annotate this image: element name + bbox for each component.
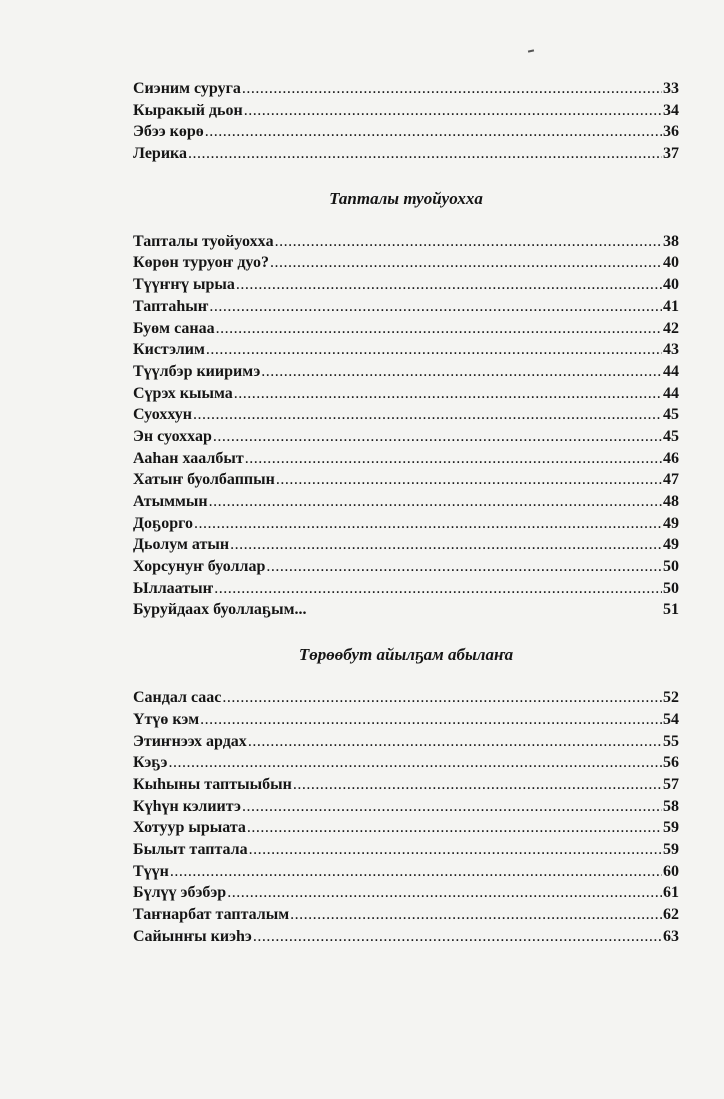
page-number: 40 xyxy=(663,254,679,272)
entry-title: Этиҥнээх ардах xyxy=(133,732,247,750)
dot-leader xyxy=(194,513,662,535)
toc-section xyxy=(133,78,679,165)
page-number: 34 xyxy=(663,101,679,119)
entry-title: Кыһыны таптыыбын xyxy=(133,775,292,793)
entry-title: Сүрэх кыыма xyxy=(133,384,233,402)
entry-title: Хатыҥ буолбаппын xyxy=(133,471,275,489)
dot-leader xyxy=(213,426,662,448)
page-number: 56 xyxy=(663,754,679,772)
toc-entry xyxy=(133,426,679,448)
toc-entry xyxy=(133,339,679,361)
entry-title: Түүҥҥү ырыа xyxy=(133,276,235,294)
entry-title: Сандал саас xyxy=(133,689,222,707)
entry-title: Кэҕэ xyxy=(133,754,168,772)
entry-title: Эн суоххар xyxy=(133,427,212,445)
page-number: 40 xyxy=(663,276,679,294)
dot-leader xyxy=(275,231,662,253)
entry-title: Түүн xyxy=(133,862,169,880)
entry-title: Ыллаатыҥ xyxy=(133,579,214,597)
dot-leader xyxy=(234,383,662,405)
entry-title: Көрөн туруоҥ дуо? xyxy=(133,254,270,272)
dot-leader xyxy=(247,817,662,839)
page-number: 54 xyxy=(663,710,679,728)
page-number: 42 xyxy=(663,319,679,337)
entry-title: Буруйдаах буоллаҕым... xyxy=(133,601,307,619)
dot-leader xyxy=(206,339,662,361)
dot-leader xyxy=(209,296,662,318)
page-number: 50 xyxy=(663,579,679,597)
toc-entry xyxy=(133,926,679,948)
dot-leader xyxy=(248,731,662,753)
page-number: 49 xyxy=(663,514,679,532)
toc-entry xyxy=(133,448,679,470)
dot-leader xyxy=(227,882,662,904)
page-number: 45 xyxy=(663,427,679,445)
page-number: 62 xyxy=(663,906,679,923)
dot-leader xyxy=(242,78,662,100)
page-number: 61 xyxy=(663,884,679,902)
page-number: 52 xyxy=(663,689,679,707)
entry-title: Күһүн кэлиитэ xyxy=(133,797,241,815)
page-number: 57 xyxy=(663,775,679,793)
entry-title: Таптаһыҥ xyxy=(133,297,209,315)
dot-leader xyxy=(230,534,662,556)
page-number: 45 xyxy=(663,406,679,424)
entry-title: Буөм санаа xyxy=(133,319,215,337)
page-number: 49 xyxy=(663,536,679,554)
toc-entry xyxy=(133,274,679,296)
section-heading: Тапталы туойуоххa xyxy=(329,188,483,208)
dot-leader xyxy=(200,709,662,731)
dot-leader xyxy=(270,252,662,274)
entry-title: Хотуур ырыата xyxy=(133,819,246,837)
dot-leader xyxy=(290,904,662,926)
page-number: 58 xyxy=(663,797,679,815)
toc-entry xyxy=(133,882,679,904)
entry-title: Бүлүү эбэбэр xyxy=(133,884,227,902)
entry-title: Доҕорго xyxy=(133,514,193,532)
page-number: 41 xyxy=(663,297,679,315)
toc-entry xyxy=(133,78,679,100)
entry-title: Эбээ көрө xyxy=(133,123,204,141)
entry-title: Былыт таптала xyxy=(133,840,248,858)
page-number: 48 xyxy=(663,493,679,510)
toc-entry xyxy=(133,469,679,491)
toc-entry xyxy=(133,731,679,753)
toc-entry xyxy=(133,491,679,513)
dot-leader xyxy=(293,774,662,796)
page-number: 43 xyxy=(663,341,679,359)
dot-leader xyxy=(244,100,662,122)
page-number: 38 xyxy=(663,232,679,250)
page-number: 63 xyxy=(663,927,679,945)
toc-entry xyxy=(133,796,679,818)
page-number: 59 xyxy=(663,840,679,858)
dot-leader xyxy=(214,578,662,600)
entry-title: Үтүө кэм xyxy=(133,710,200,728)
toc-entry xyxy=(133,252,679,274)
dot-leader xyxy=(205,121,662,143)
entry-title: Кистэлим xyxy=(133,341,205,359)
toc-entry xyxy=(133,143,679,165)
toc-entry xyxy=(133,861,679,883)
toc-entry xyxy=(133,752,679,774)
toc-entry xyxy=(133,404,679,426)
dot-leader xyxy=(266,556,662,578)
dot-leader xyxy=(170,861,662,883)
page-number: 60 xyxy=(663,862,679,880)
toc-entry xyxy=(133,556,679,578)
dot-leader xyxy=(245,448,662,470)
toc-entry xyxy=(133,709,679,731)
page-number: 51 xyxy=(663,601,679,619)
entry-title: Ааһан хаалбыт xyxy=(133,449,244,467)
toc-entry xyxy=(133,296,679,318)
dot-leader xyxy=(193,404,662,426)
toc-entry xyxy=(133,687,679,709)
entry-title: Сайынҥы киэһэ xyxy=(133,927,252,945)
page-number: 47 xyxy=(663,471,679,489)
toc-entry xyxy=(133,839,679,861)
entry-title: Түүлбэр кииримэ xyxy=(133,362,261,380)
entry-title: Дьолум атын xyxy=(133,536,230,554)
dot-leader xyxy=(261,361,662,383)
dot-leader xyxy=(168,752,662,774)
toc-entry xyxy=(133,513,679,535)
toc-section xyxy=(133,173,679,621)
page-number: 37 xyxy=(663,145,679,163)
dot-leader xyxy=(236,274,662,296)
entry-title: Суоххун xyxy=(133,406,192,424)
toc-entry xyxy=(133,534,679,556)
dot-leader xyxy=(242,796,662,818)
toc-entry xyxy=(133,904,679,926)
dot-leader xyxy=(249,839,662,861)
entry-title: Кыракый дьон xyxy=(133,101,243,119)
dot-leader xyxy=(222,687,662,709)
entry-title: Лерика xyxy=(133,145,188,163)
toc-entry xyxy=(133,578,679,600)
page-number: 46 xyxy=(663,449,679,467)
entry-title: Хорсунуҥ буоллар xyxy=(133,558,266,576)
toc-entry xyxy=(133,383,679,405)
toc-entry xyxy=(133,817,679,839)
page-number: 33 xyxy=(663,80,679,97)
dot-leader xyxy=(188,143,662,165)
entry-title: Сиэним суруга xyxy=(133,80,241,97)
entry-title: Атыммын xyxy=(133,493,208,510)
dot-leader xyxy=(253,926,662,948)
dot-leader xyxy=(276,469,662,491)
toc-entry xyxy=(133,361,679,383)
page-number: 59 xyxy=(663,819,679,837)
toc-entry xyxy=(133,231,679,253)
toc-entry xyxy=(133,774,679,796)
toc-section xyxy=(133,629,679,947)
page-number: 55 xyxy=(663,732,679,750)
toc-entry xyxy=(133,318,679,340)
ink-mark xyxy=(528,49,534,52)
entry-title: Тапталы туойуоххa xyxy=(133,232,274,250)
dot-leader xyxy=(216,318,662,340)
dot-leader xyxy=(209,491,662,513)
table-of-contents xyxy=(133,78,679,947)
page-number: 44 xyxy=(663,362,679,380)
entry-title: Таҥнарбат тапталым xyxy=(133,906,290,923)
toc-entry xyxy=(133,100,679,122)
toc-entry xyxy=(133,121,679,143)
page-number: 50 xyxy=(663,558,679,576)
page-number: 36 xyxy=(663,123,679,141)
page-number: 44 xyxy=(663,384,679,402)
section-heading: Төрөөбут айылҕам абылаҥа xyxy=(298,645,514,665)
toc-entry xyxy=(133,599,679,621)
